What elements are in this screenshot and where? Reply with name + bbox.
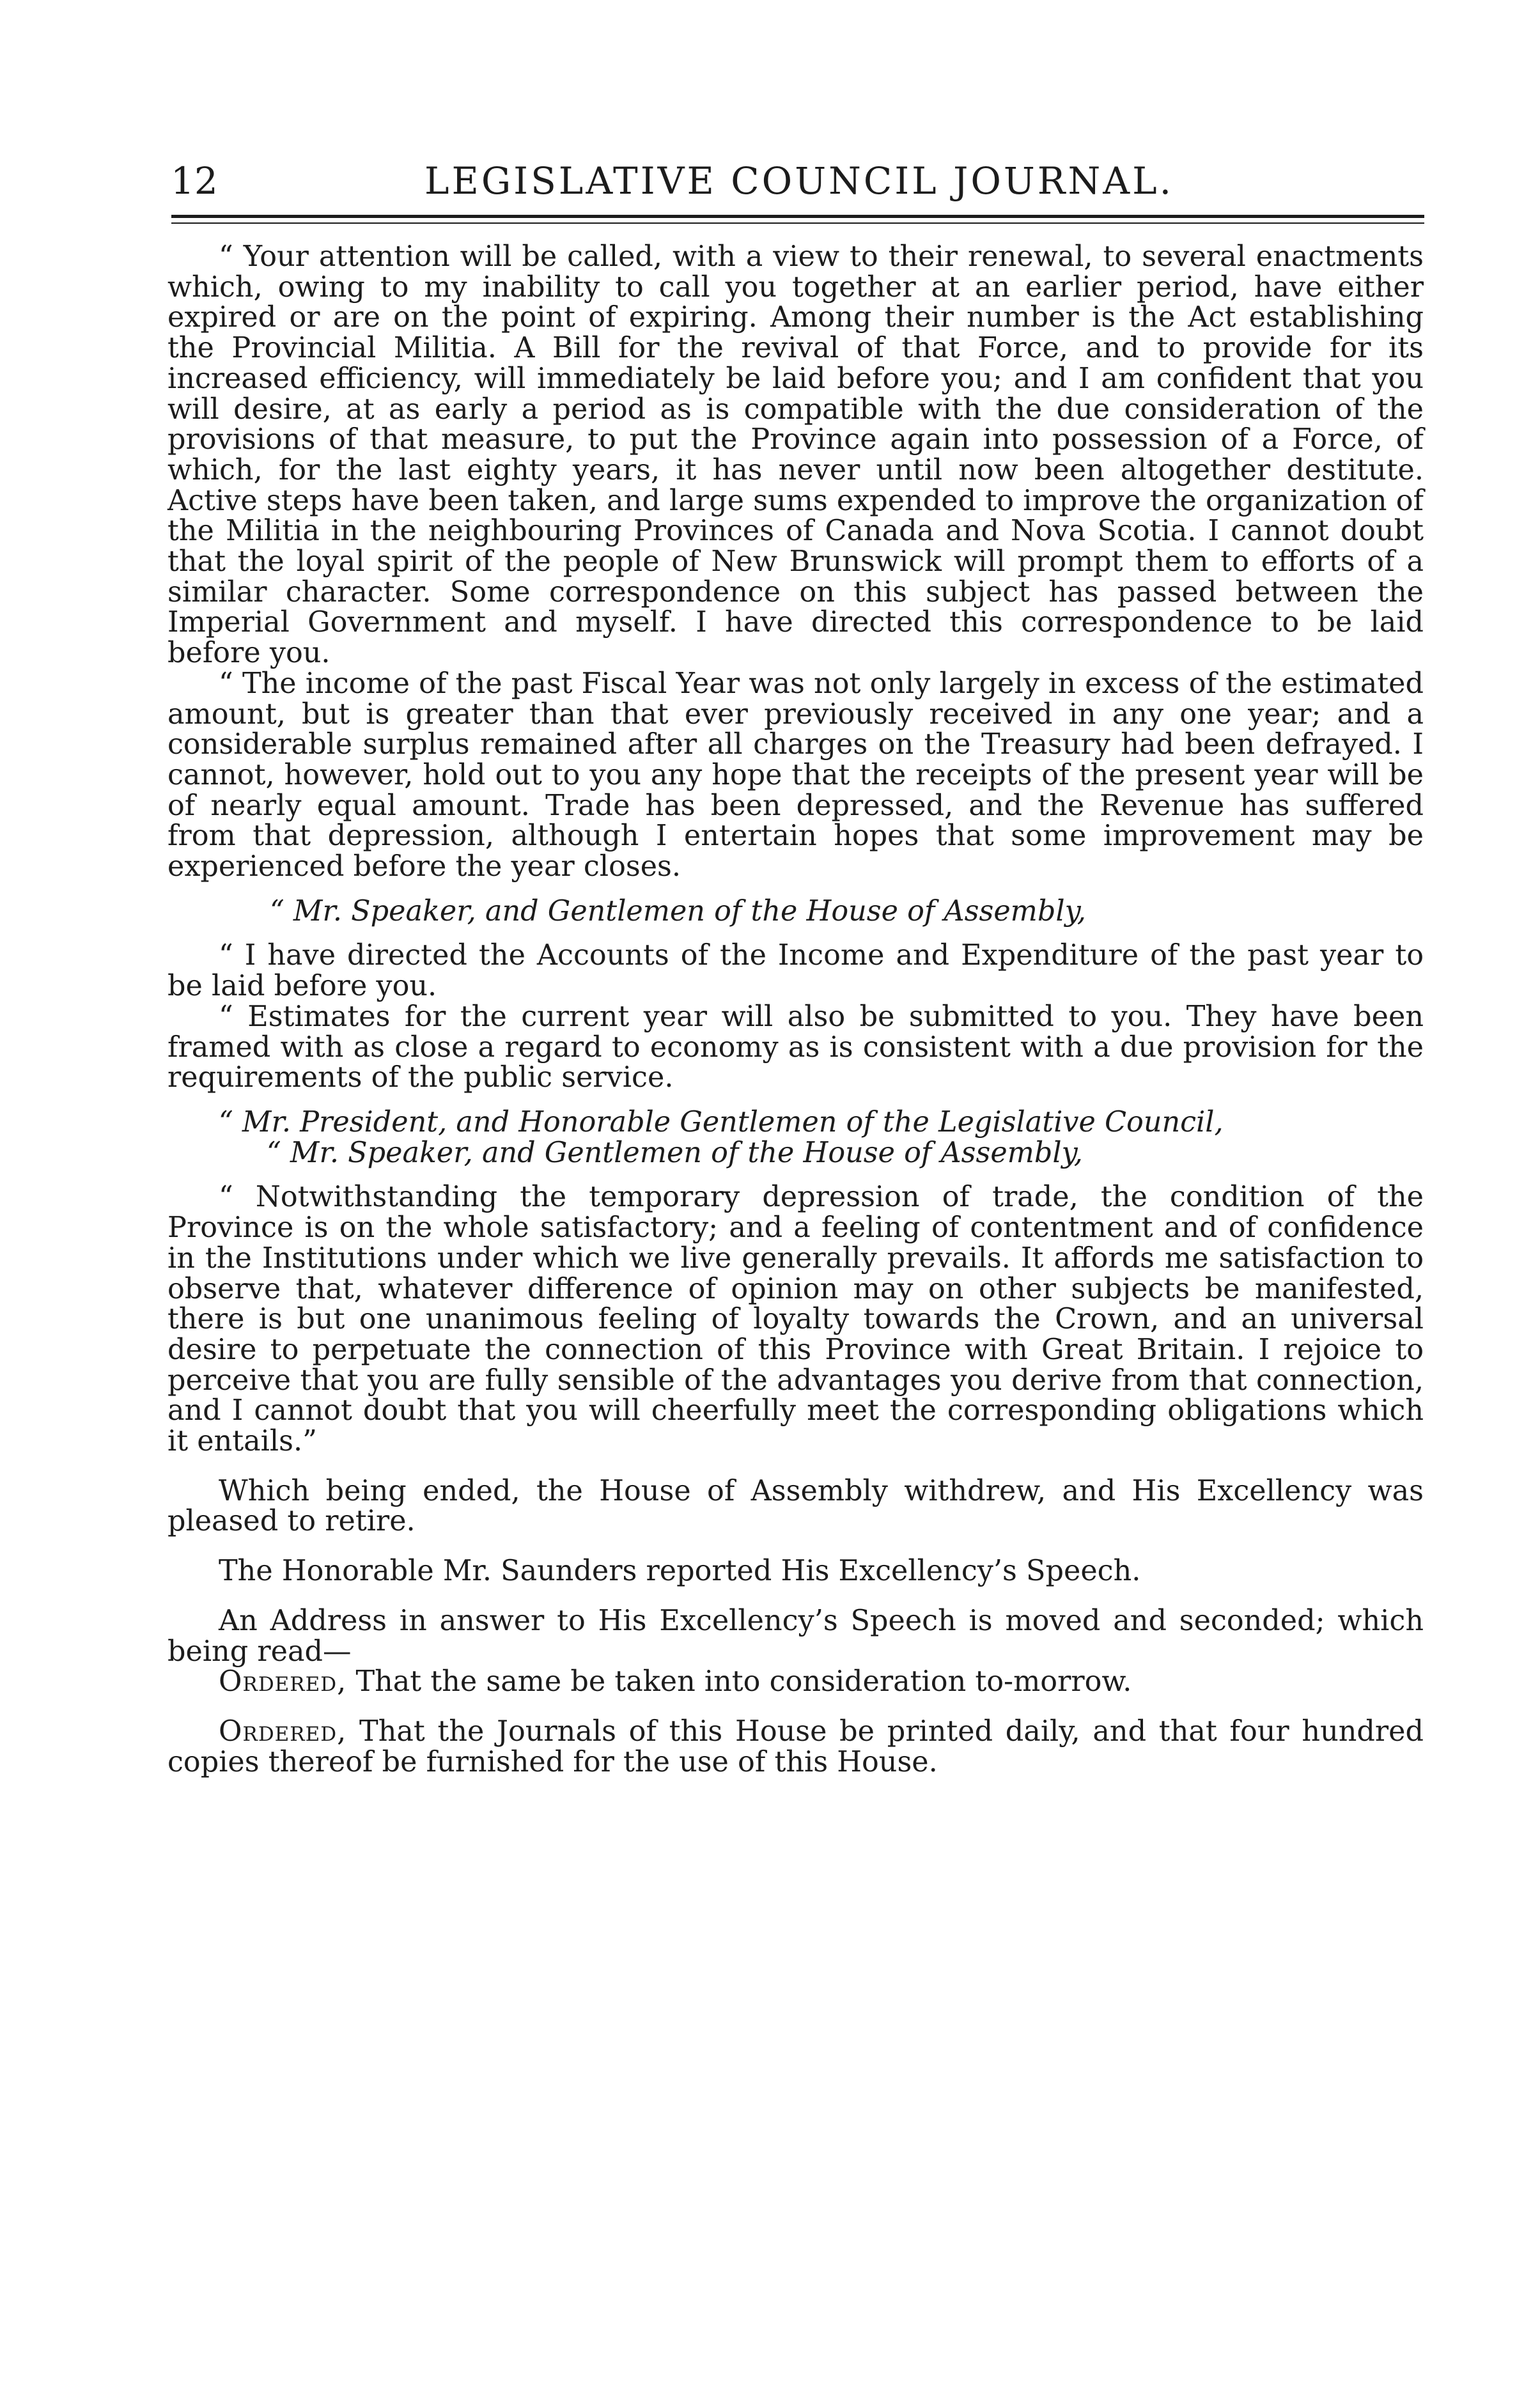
speech-paragraph-closing: “ Notwithstanding the temporary depression of trade, the condition of the Province is on the whole satisfactory; and a feeling of contentment and of confidence in the Institutions under which we live generally prevails. It affords me satisfaction to observe that, whatever difference of opinion may on other subjects be manifested, there is but one unanimous feeling of loyalty towards the Crown, and an universal desire to perpetuate the connection of this Province with Great Britain. I rejoice to perceive that you are fully sensible of the advantages you derive from that connection, and I cannot doubt that you will cheerfully meet the corresponding obligations which it entails.”: [167, 1181, 1424, 1458]
header-rule-thin: [171, 222, 1424, 224]
speech-paragraph-estimates: “ Estimates for the current year will also be submitted to you. They have been framed with as close a regard to economy as is consistent with a due provision for the requirements of the public service.: [167, 1000, 1424, 1094]
speech-paragraph-militia: “ Your attention will be called, with a view to their renewal, to several enactments which, owing to my inability to call you together at an earlier period, have either expired or are on the point of expiring. Among their number is the Act establishing the Provincial Militia. A Bill for the revival of that Force, and to provide for its increased efficiency, will immediately be laid before you; and I am confident that you will desire, at as early a period as is compatible with the due consideration of the provisions of that measure, to put the Province again into possession of a Force, of which, for the last eighty years, it has never until now been altogether destitute. Active steps have been taken, and large sums expended to improve the organization of the Militia in the neighbouring Provinces of Canada and Nova Scotia. I cannot doubt that the loyal spirit of the people of New Brunswick will prompt them to efforts of a similar character. Some correspondence on this subject has passed between the Imperial Government and myself. I have directed this correspondence to be laid before you.: [167, 240, 1424, 670]
running-title: LEGISLATIVE COUNCIL JOURNAL.: [424, 159, 1174, 203]
speech-paragraph-accounts: “ I have directed the Accounts of the Income and Expenditure of the past year to be laid before you.: [167, 939, 1424, 1003]
header-rule-thick: [171, 215, 1424, 218]
address-council: “ Mr. President, and Honorable Gentlemen of the Legislative Council,: [219, 1105, 1224, 1139]
page-number: 12: [171, 159, 218, 203]
proceedings-ordered-consideration: [167, 1667, 1424, 1697]
proceedings-address: An Address in answer to His Excellency’s Speech is moved and seconded; which being read—: [167, 1604, 1424, 1668]
address-assembly: “ Mr. Speaker, and Gentlemen of the House of Assembly,: [270, 894, 1086, 928]
proceedings-reported: The Honorable Mr. Saunders reported His Excellency’s Speech.: [219, 1555, 1141, 1588]
ordered-printing-text: That the Journals of this House be printed daily, and that four hundred copies thereof be furnished for the use of this House.: [167, 1715, 1424, 1778]
ordered-consideration-text: That the same be taken into consideration to-morrow.: [355, 1665, 1132, 1699]
speech-paragraph-income: “ The income of the past Fiscal Year was not only largely in excess of the estimated amount, but is greater than that ever previously received in any one year; and a considerable surplus remained after all charges on the Treasury had been defrayed. I cannot, however, hold out to you any hope that the receipts of the present year will be of nearly equal amount. Trade has been depressed, and the Revenue has suffered from that depression, although I entertain hopes that some improvement may be experienced before the year closes.: [167, 667, 1424, 883]
proceedings-ordered-printing: [167, 1716, 1424, 1777]
ordered-label-2: Ordered,: [219, 1715, 347, 1748]
ordered-label: Ordered,: [219, 1665, 347, 1699]
address-assembly-joint: “ Mr. Speaker, and Gentlemen of the House of Assembly,: [267, 1136, 1083, 1169]
page-body: [167, 242, 1424, 1777]
proceedings-withdrew: Which being ended, the House of Assembly withdrew, and His Excellency was pleased to retire.: [167, 1474, 1424, 1538]
page-header: [163, 155, 1435, 206]
